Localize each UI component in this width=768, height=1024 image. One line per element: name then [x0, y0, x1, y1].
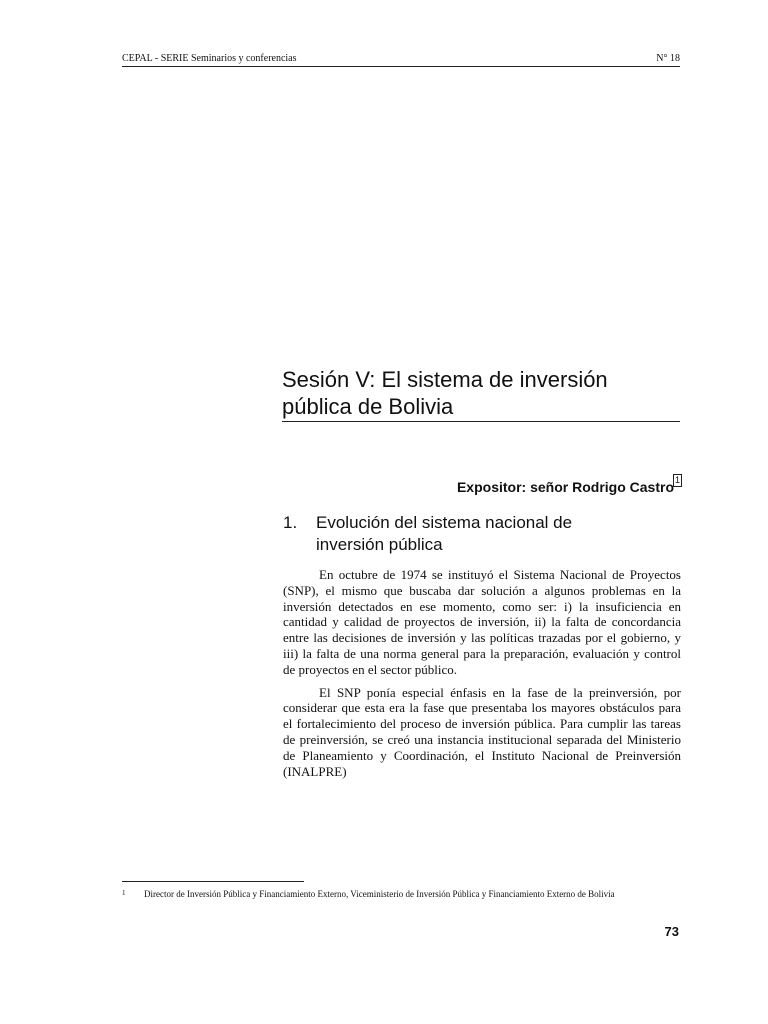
- body-text: [283, 567, 681, 786]
- section-title-line-1: Evolución del sistema nacional de: [316, 513, 573, 532]
- section-number: 1.: [283, 513, 298, 532]
- paragraph: En octubre de 1974 se instituyó el Sistema Nacional de Proyectos (SNP), el mismo que buscaba dar solución a algunos problemas en la inversión detectados en ese momento, como ser: i) la insuficiencia en cantidad y calidad de proyectos de inversión, ii) la falta de concordancia entre las decisiones de inversión y las políticas trazadas por el gobierno, y iii) la falta de una norma general para la preparación, evaluación y control de proyectos en el sector público.: [283, 567, 681, 677]
- session-title-line-1: Sesión V: El sistema de inversión: [282, 367, 608, 392]
- footnote-text: Director de Inversión Pública y Financiamiento Externo, Viceministerio de Inversión Pública y Financiamiento Externo de Bolivia: [144, 889, 615, 899]
- page-number: 73: [664, 924, 679, 939]
- paragraph: El SNP ponía especial énfasis en la fase de la preinversión, por considerar que esta era la fase que presentaba los mayores obstáculos para el fortalecimiento del proceso de inversión pública. Para cumplir las tareas de preinversión, se creó una instancia institucional separada del Ministerio de Planeamiento y Coordinación, el Instituto Nacional de Preinversión (INALPRE): [283, 684, 681, 779]
- session-title-line-2: pública de Bolivia: [282, 394, 454, 419]
- series-number: N° 18: [656, 53, 680, 64]
- section-title: [316, 512, 572, 556]
- expositor-line: Expositor: señor Rodrigo Castro: [456, 479, 674, 495]
- section-heading: [283, 512, 681, 556]
- footnote: [122, 889, 682, 899]
- series-name: CEPAL - SERIE Seminarios y conferencias: [122, 53, 297, 64]
- session-title: [282, 366, 680, 422]
- footnote-number: 1: [122, 889, 126, 897]
- footnote-divider: [122, 881, 304, 882]
- running-header: [122, 53, 680, 67]
- section-title-line-2: inversión pública: [316, 535, 443, 554]
- footnote-reference[interactable]: 1: [675, 475, 681, 485]
